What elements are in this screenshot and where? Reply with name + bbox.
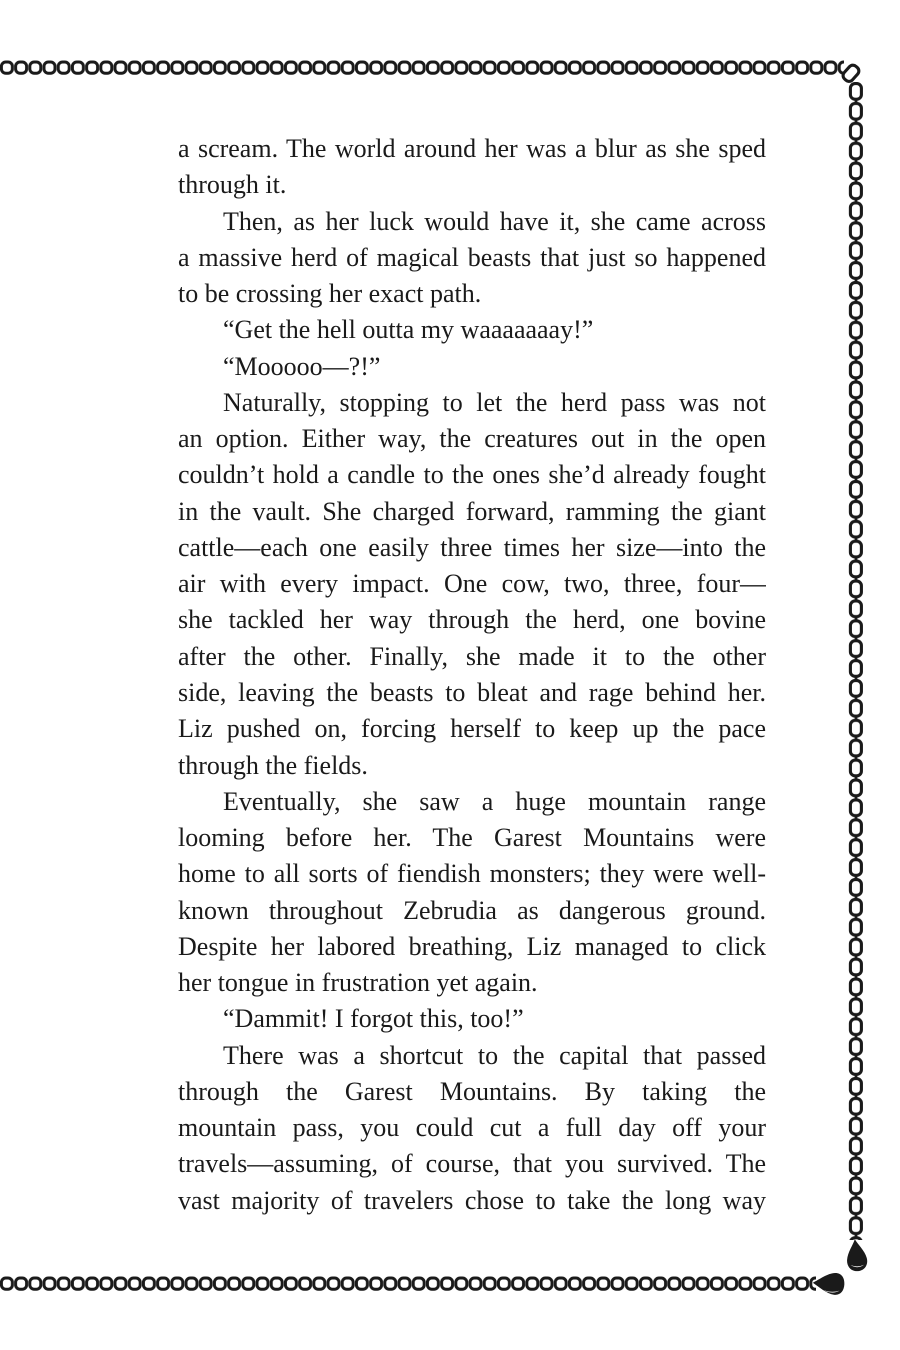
text-line: through the Garest Mountains. By taking the xyxy=(178,1076,766,1106)
text-line: travels—assuming, of course, that you survived. The xyxy=(178,1149,766,1179)
text-line: her tongue in frustration yet again. xyxy=(178,968,538,998)
text-line: known throughout Zebrudia as dangerous ground. xyxy=(178,895,766,925)
text-line: in the vault. She charged forward, ramming the giant xyxy=(178,496,766,526)
text-line: to be crossing her exact path. xyxy=(178,279,482,309)
text-line: an option. Either way, the creatures out in the open xyxy=(178,424,766,454)
book-page-text xyxy=(178,131,766,1219)
text-line: through the fields. xyxy=(178,750,368,780)
text-line: looming before her. The Garest Mountains were xyxy=(178,823,766,853)
text-line: cattle—each one easily three times her size—into the xyxy=(178,532,766,562)
text-line: vast majority of travelers chose to take the long way xyxy=(178,1185,766,1215)
text-line: home to all sorts of fiendish monsters; they were well- xyxy=(178,859,766,889)
text-line: Eventually, she saw a huge mountain range xyxy=(223,786,766,816)
chain-border-bottom-icon xyxy=(0,1276,816,1292)
text-line: a massive herd of magical beasts that just so happened xyxy=(178,242,766,272)
text-line: Liz pushed on, forcing herself to keep up the pace xyxy=(178,714,766,744)
text-line: Naturally, stopping to let the herd pass was not xyxy=(223,387,766,417)
chain-end-bead-bottom-icon xyxy=(812,1271,845,1296)
text-line: side, leaving the beasts to bleat and rage behind her. xyxy=(178,677,766,707)
text-line: a scream. The world around her was a blur as she sped xyxy=(178,134,766,163)
chain-border-top-icon xyxy=(0,60,844,76)
text-line: There was a shortcut to the capital that passed xyxy=(223,1040,766,1070)
text-line: “Get the hell outta my waaaaaaay!” xyxy=(223,315,594,345)
text-line: she tackled her way through the herd, one bovine xyxy=(178,605,766,635)
text-line: couldn’t hold a candle to the ones she’d already fought xyxy=(178,460,766,490)
chain-border-right-icon xyxy=(848,82,864,1240)
text-line: mountain pass, you could cut a full day off your xyxy=(178,1113,766,1143)
text-line: “Dammit! I forgot this, too!” xyxy=(223,1004,524,1034)
text-line: Despite her labored breathing, Liz managed to click xyxy=(178,931,766,961)
text-line: through it. xyxy=(178,170,287,200)
chain-end-bead-right-icon xyxy=(845,1239,868,1272)
text-line: Then, as her luck would have it, she came across xyxy=(223,206,766,236)
text-line: “Mooooo—?!” xyxy=(223,351,381,381)
text-line: air with every impact. One cow, two, three, four— xyxy=(178,569,766,599)
text-line: after the other. Finally, she made it to the other xyxy=(178,641,766,671)
